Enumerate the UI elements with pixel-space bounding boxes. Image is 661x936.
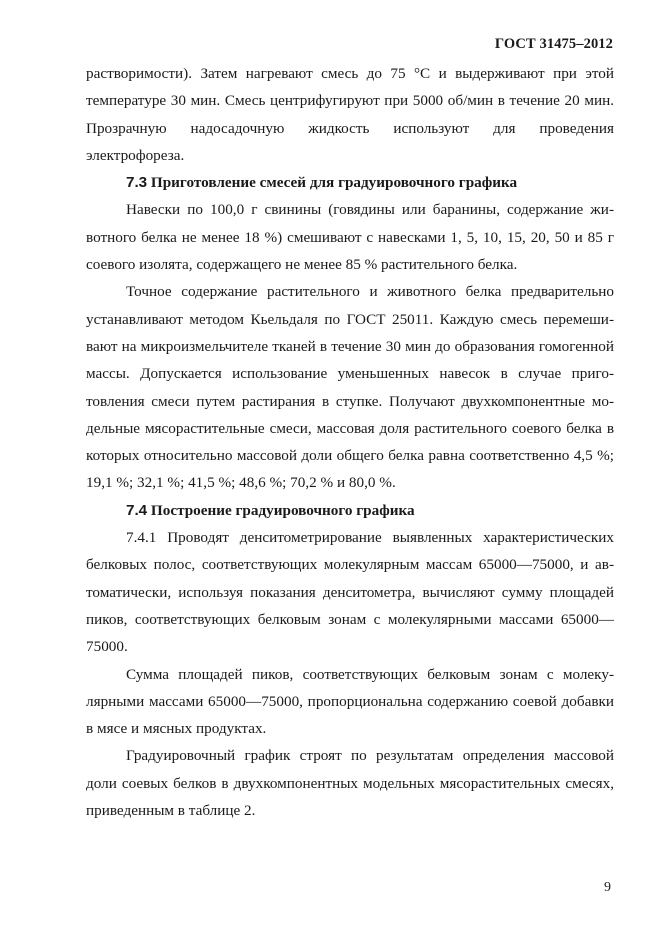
- paragraph-samples: Навески по 100,0 г свинины (говядины или баранины, содержание животного белка не менее 18 %) смешивают с навесками 1, 5, 10, 15, 20, 50 и 85 г соевого изолята, содержащего не менее 85 % растительного белка.: [86, 201, 614, 274]
- section-number: 7.4: [126, 501, 148, 519]
- paragraph-intro: растворимости). Затем нагревают смесь до 75 °С и выдерживают при этой температуре 30 мин. Смесь центрифугируют при 5000 об/мин в течение 20 мин. Прозрачную надосадочную жидкость используют для проведения электрофореза.: [86, 65, 614, 164]
- paragraph-peak-sum: Сумма площадей пиков, соответствующих белковым зонам с молекулярными массами 65000—75000, пропорциональна содержанию соевой добавки в мясе и мясных продуктах.: [86, 665, 614, 738]
- section-title: Приготовление смесей для градуировочного графика: [150, 174, 518, 192]
- standard-id-header: ГОСТ 31475–2012: [494, 36, 613, 52]
- paragraph-calibration-graph: Градуировочный график строят по результатам определения массовой доли соевых белков в двухкомпонентных модельных мясорастительных смесях, приведенным в таблице 2.: [86, 747, 614, 820]
- paragraph-kjeldahl: Точное содержание растительного и животного белка предварительно устанавливают методом Кьельдаля по ГОСТ 25011. Каждую смесь перемешивают на микроизмельчителе тканей в течение 30 мин до образования гомогенной массы. Допускается использование уменьшенных навесок в случае приготовления смеси путем растирания в ступке. Получают двухкомпонентные модельные мясорастительные смеси, массовая доля растительного соевого белка в которых относительно массовой доли общего белка равна соответственно 4,5 %; 19,1 %; 32,1 %; 41,5 %; 48,6 %; 70,2 % и 80,0 %.: [86, 283, 614, 492]
- paragraph-7-4-1: 7.4.1 Проводят денситометрирование выявленных характеристических белковых полос, соответствующих молекулярным массам 65000—75000, и автоматически, используя показания денситометра, вычисляют сумму площадей пиков, соответствующих белковым зонам с молекулярными массами 65000—75000.: [86, 529, 614, 656]
- section-heading-7-3: [86, 169, 614, 196]
- section-number: 7.3: [126, 174, 148, 192]
- document-body: [86, 60, 614, 824]
- section-title: Построение градуировочного графика: [150, 501, 415, 519]
- section-heading-7-4: [86, 497, 614, 524]
- page-number: 9: [604, 880, 611, 895]
